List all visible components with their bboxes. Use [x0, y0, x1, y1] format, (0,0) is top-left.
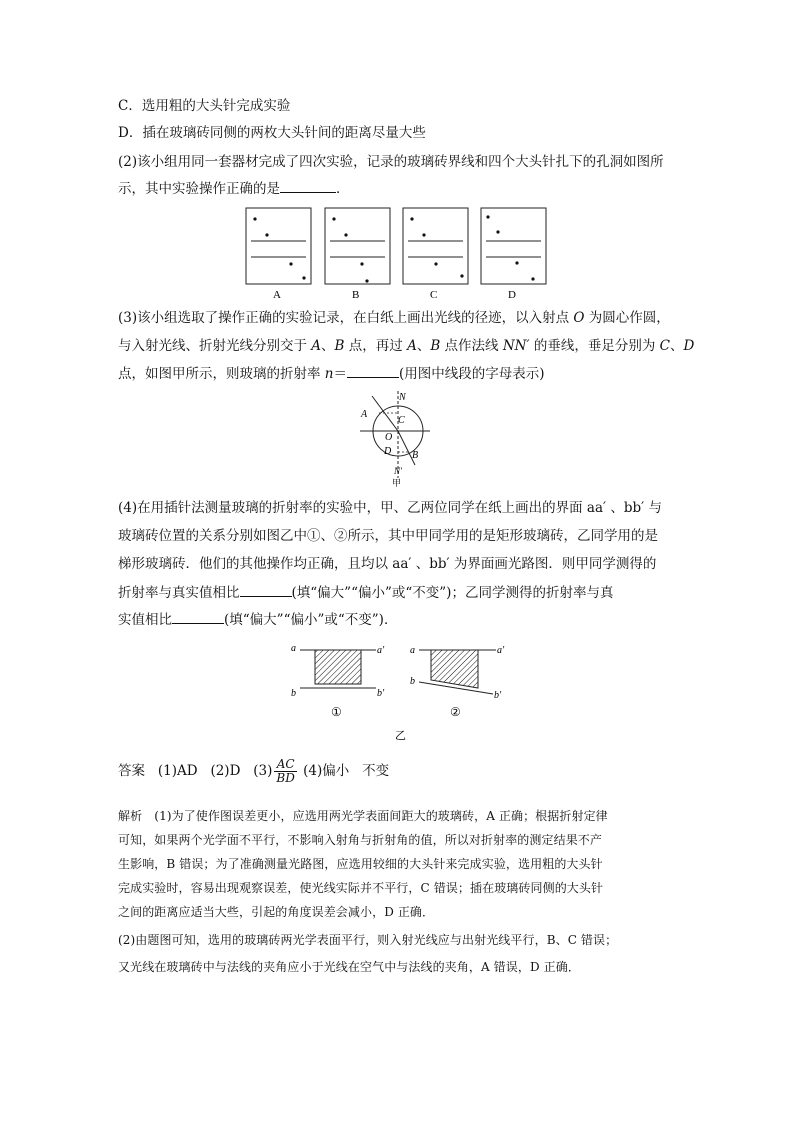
answer-fraction	[274, 758, 296, 785]
fraction-denominator: BD	[276, 771, 295, 785]
q3-line3	[118, 363, 688, 384]
solution-line-5: 之间的距离应适当大些，引起的角度误差会减小，D 正确．	[118, 905, 435, 919]
q3-n: n	[324, 366, 334, 382]
label-n-prime: N′	[394, 466, 402, 476]
q3-sep2: 、	[416, 338, 431, 354]
answer-part5: 不变	[362, 763, 390, 779]
q3-text-d: 的垂线，垂足分别为	[529, 338, 660, 354]
q3-point-d: D	[683, 338, 695, 354]
q2-line2-text: 示，其中实验操作正确的是	[118, 181, 280, 197]
q4-line5-text: 实值相比	[118, 612, 172, 628]
figure-two	[410, 645, 505, 719]
q4-line1: (4)在用插针法测量玻璃的折射率的实验中，甲、乙两位同学在纸上画出的界面 aa′ 、bb′ 与	[118, 500, 663, 516]
label-c: C	[398, 415, 405, 426]
label-a1-prime: a′	[377, 645, 385, 656]
q3-point-a2: A	[407, 338, 417, 354]
figure-a	[246, 208, 311, 301]
q4-line4-end: (填“偏大”“偏小”或“不变”)；乙同学测得的折射率与真	[291, 585, 614, 601]
answer-part3: (3)	[253, 763, 273, 779]
q4-line5-end: (填“偏大”“偏小”或“不变”)．	[224, 612, 398, 628]
option-c: C．选用粗的大头针完成实验	[118, 98, 291, 114]
q4-line2: 玻璃砖位置的关系分别如图乙中①、②所示，其中甲同学用的是矩形玻璃砖，乙同学用的是	[118, 528, 658, 544]
q2-line2-end: ．	[336, 181, 350, 197]
label-d: D	[384, 446, 392, 457]
trapezoid-glass	[431, 650, 478, 688]
q3-point-b: B	[334, 338, 345, 354]
q3-text-c: 点作法线	[440, 338, 503, 354]
label-o: O	[385, 432, 393, 443]
figure-d-label: D	[508, 289, 516, 301]
q3-eq: ＝	[333, 366, 347, 382]
q3-sep3: 、	[669, 338, 684, 354]
option-d: D．插在玻璃砖同侧的两枚大头针间的距离尽量大些	[118, 125, 426, 141]
label-a: A	[361, 409, 368, 420]
figure-jia	[352, 388, 436, 488]
label-b2-prime: b′	[494, 690, 502, 701]
q3-point-c: C	[659, 338, 670, 354]
q3-point-a: A	[311, 338, 322, 354]
solution-line-7: 又光线在玻璃砖中与法线的夹角应小于光线在空气中与法线的夹角，A 错误，D 正确．	[118, 960, 580, 974]
q3-sep: 、	[321, 338, 335, 354]
q2-line2	[118, 178, 688, 199]
label-b1-prime: b′	[377, 688, 385, 699]
answer-part1: (1)AD	[157, 763, 198, 779]
label-b2: b	[410, 676, 415, 687]
incident-ray	[372, 396, 398, 431]
caption-yi: 乙	[395, 730, 406, 742]
q3-point-b2: B	[430, 338, 441, 354]
answer-blank	[240, 582, 292, 597]
fraction-numerator: AC	[274, 758, 296, 772]
solution-line-2: 可知，如果两个光学面不平行，不影响入射角与折射角的值，所以对折射率的测定结果不产	[118, 833, 603, 847]
rect-glass	[315, 650, 361, 684]
label-a2-prime: a′	[497, 645, 505, 656]
q3-line1-end: 为圆心作圆，	[584, 310, 670, 326]
caption-jia: 甲	[392, 478, 402, 488]
answer-part2: (2)D	[210, 763, 241, 779]
label-b1: b	[291, 688, 296, 699]
q3-text-b: 点，再过	[344, 338, 408, 354]
answer-blank	[172, 609, 224, 624]
figure-d	[481, 208, 546, 301]
solution-line-6: (2)由题图可知，选用的玻璃砖两光学表面平行，则入射光线应与出射光线平行，B、C 错误；	[118, 933, 618, 947]
figure-b	[325, 208, 390, 301]
answer-label: 答案	[118, 763, 145, 779]
solution-line-3: 生影响，B 错误；为了准确测量光路图，应选用较细的大头针来完成实验，选用粗的大头针	[118, 857, 603, 871]
q3-line2	[118, 336, 695, 356]
label-circled-one: ①	[331, 705, 342, 719]
q3-line1-text: (3)该小组选取了操作正确的实验记录，在白纸上画出光线的径迹，以入射点	[118, 310, 574, 326]
label-a1: a	[291, 643, 296, 654]
solution-line-4: 完成实验时，容易出现观察误差，使光线实际并不平行，C 错误；插在玻璃砖同侧的大头针	[118, 881, 604, 895]
figure-yi	[286, 636, 516, 744]
q3-point-o: O	[573, 310, 585, 326]
q3-text-a: 与入射光线、折射光线分别交于	[118, 338, 312, 354]
q4-line4	[118, 582, 688, 603]
figure-c	[403, 208, 468, 301]
figure-one	[291, 643, 385, 719]
answer-blank	[280, 178, 336, 193]
label-circled-two: ②	[450, 705, 461, 719]
q4-line3: 梯形玻璃砖．他们的其他操作均正确，且均以 aa′ 、bb′ 为界面画光路图．则甲同学测得的	[118, 556, 657, 572]
q2-figures	[245, 206, 550, 301]
q4-line5	[118, 609, 688, 630]
label-a2: a	[410, 645, 415, 656]
solution-line-1: 解析 (1)为了使作图误差更小，应选用两光学表面间距大的玻璃砖，A 正确；根据折射定律	[118, 809, 608, 823]
q3-line3-text: 点，如图甲所示，则玻璃的折射率	[118, 366, 325, 382]
q2-line1: (2)该小组用同一套器材完成了四次实验，记录的玻璃砖界线和四个大头针扎下的孔洞如图所	[118, 154, 664, 170]
figure-b-label: B	[352, 289, 360, 301]
label-b: B	[412, 450, 419, 461]
q3-line1	[118, 308, 688, 328]
q3-normal-nn: NN′	[502, 338, 530, 354]
answer-part4: (4)偏小	[303, 763, 350, 779]
answer-line	[118, 758, 688, 785]
answer-blank	[347, 363, 399, 378]
figure-c-label: C	[430, 289, 438, 301]
q3-line3-end: (用图中线段的字母表示)	[399, 366, 545, 382]
label-n: N	[399, 392, 406, 403]
figure-a-label: A	[273, 289, 281, 301]
q4-line4-text: 折射率与真实值相比	[118, 585, 240, 601]
